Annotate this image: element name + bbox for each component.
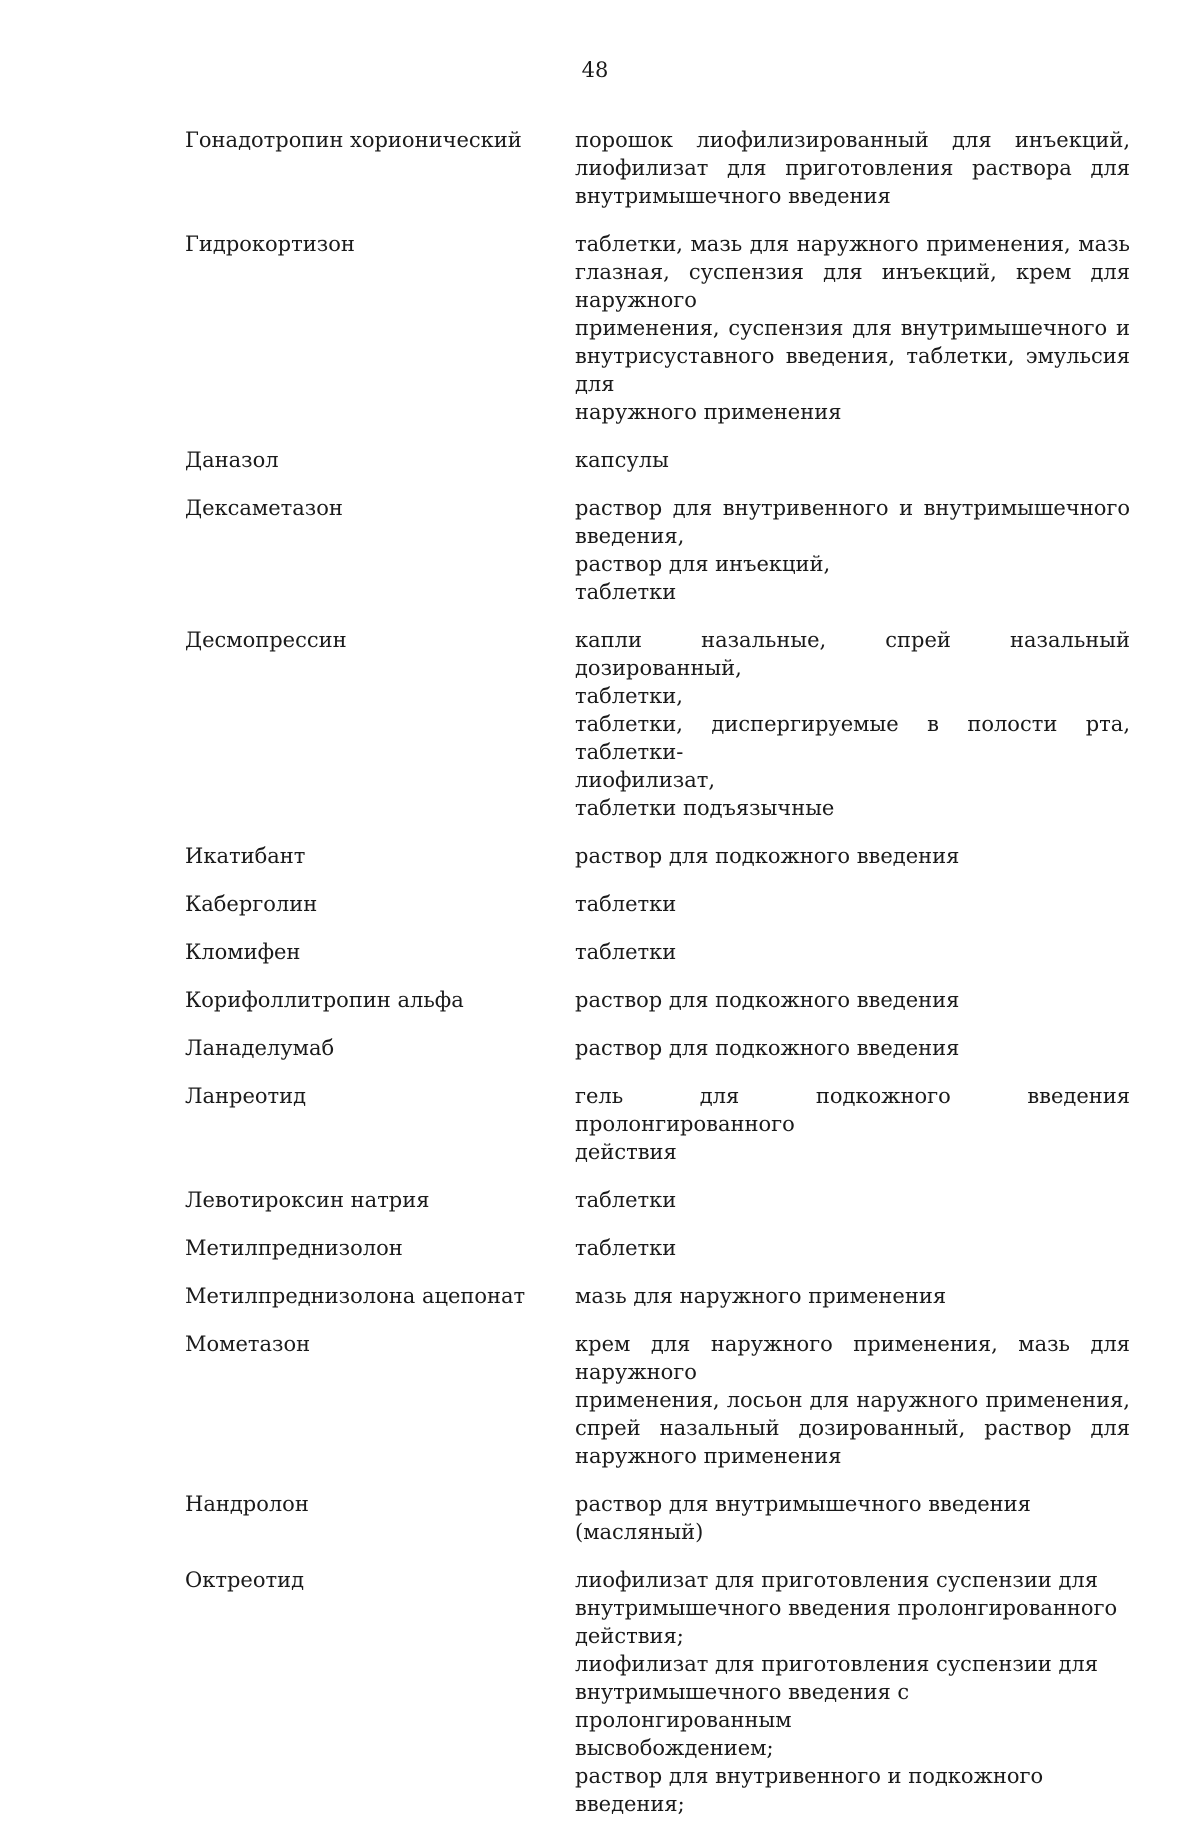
- drug-name: Ланреотид: [185, 1084, 307, 1108]
- dosage-form-line: применения, лосьон для наружного применения,: [575, 1388, 1130, 1412]
- drug-dosage-forms: [575, 494, 1130, 606]
- dosage-form-line: спрей назальный дозированный, раствор для: [575, 1416, 1130, 1440]
- drug-name: Октреотид: [185, 1568, 305, 1592]
- drug-dosage-forms: [575, 1034, 1130, 1062]
- dosage-form-line: таблетки: [575, 892, 677, 916]
- dosage-form-line: таблетки: [575, 580, 677, 604]
- drug-dosage-forms: [575, 890, 1130, 918]
- drug-name: Левотироксин натрия: [185, 1188, 430, 1212]
- drug-row: [185, 1330, 1130, 1470]
- dosage-form-line: гель для подкожного введения пролонгированного: [575, 1084, 1130, 1136]
- drug-name: Каберголин: [185, 892, 318, 916]
- dosage-form-line: наружного применения: [575, 1444, 842, 1468]
- dosage-form-line: введения,: [575, 524, 685, 548]
- drug-dosage-forms: [575, 842, 1130, 870]
- dosage-form-line: таблетки,: [575, 684, 683, 708]
- dosage-form-line: раствор для подкожного введения: [575, 1036, 960, 1060]
- drug-name: Кломифен: [185, 940, 301, 964]
- dosage-form-line: таблетки подъязычные: [575, 796, 835, 820]
- drug-dosage-forms: [575, 1330, 1130, 1470]
- dosage-form-line: раствор для внутривенного и внутримышечного: [575, 496, 1130, 520]
- dosage-form-line: раствор для внутримышечного введения (масляный): [575, 1492, 1031, 1544]
- drug-name: Мометазон: [185, 1332, 311, 1356]
- dosage-form-line: таблетки: [575, 940, 677, 964]
- drug-dosage-forms: [575, 626, 1130, 822]
- drug-dosage-forms: [575, 126, 1130, 210]
- dosage-form-line: действия: [575, 1140, 677, 1164]
- drug-name: Десмопрессин: [185, 628, 347, 652]
- drug-row: [185, 890, 1130, 918]
- dosage-form-line: наружного применения: [575, 400, 842, 424]
- drug-row: [185, 126, 1130, 210]
- drug-name: Метилпреднизолона ацепонат: [185, 1284, 526, 1308]
- drug-row: [185, 1490, 1130, 1546]
- drug-row: [185, 230, 1130, 426]
- dosage-form-line: лиофилизат для приготовления суспензии для: [575, 1652, 1099, 1676]
- dosage-form-line: раствор для подкожного введения: [575, 844, 960, 868]
- drug-row: [185, 494, 1130, 606]
- drug-name: Дексаметазон: [185, 496, 343, 520]
- dosage-form-line: глазная, суспензия для инъекций, крем для наружного: [575, 260, 1130, 312]
- dosage-form-line: таблетки: [575, 1188, 677, 1212]
- drug-row: [185, 938, 1130, 966]
- dosage-form-line: таблетки, мазь для наружного применения, мазь: [575, 232, 1130, 256]
- drug-name: Нандролон: [185, 1492, 309, 1516]
- drug-name: Икатибант: [185, 844, 306, 868]
- drug-dosage-forms: [575, 938, 1130, 966]
- dosage-form-line: лиофилизат для приготовления суспензии для: [575, 1568, 1099, 1592]
- dosage-form-line: лиофилизат,: [575, 768, 716, 792]
- drug-row: [185, 842, 1130, 870]
- dosage-form-line: порошок лиофилизированный для инъекций,: [575, 128, 1130, 152]
- drug-name: Ланаделумаб: [185, 1036, 335, 1060]
- drug-dosage-forms: [575, 1566, 1130, 1818]
- dosage-form-line: раствор для инъекций,: [575, 552, 831, 576]
- dosage-form-line: мазь для наружного применения: [575, 1284, 947, 1308]
- dosage-form-line: внутримышечного введения пролонгированного: [575, 1596, 1118, 1620]
- dosage-form-line: капли назальные, спрей назальный дозированный,: [575, 628, 1130, 680]
- drug-row: [185, 1186, 1130, 1214]
- dosage-form-line: раствор для подкожного введения: [575, 988, 960, 1012]
- drug-dosage-forms: [575, 986, 1130, 1014]
- dosage-form-line: высвобождением;: [575, 1736, 774, 1760]
- drug-row: [185, 1234, 1130, 1262]
- dosage-form-line: крем для наружного применения, мазь для наружного: [575, 1332, 1130, 1384]
- drug-name: Метилпреднизолон: [185, 1236, 403, 1260]
- dosage-form-line: таблетки, диспергируемые в полости рта, таблетки-: [575, 712, 1130, 764]
- drug-row: [185, 1082, 1130, 1166]
- drug-name: Корифоллитропин альфа: [185, 988, 464, 1012]
- drug-dosage-forms: [575, 446, 1130, 474]
- drug-row: [185, 1282, 1130, 1310]
- dosage-form-line: внутрисуставного введения, таблетки, эмульсия для: [575, 344, 1130, 396]
- drug-dosage-forms: [575, 1490, 1130, 1546]
- drug-name: Гидрокортизон: [185, 232, 355, 256]
- dosage-form-line: раствор для внутривенного и подкожного введения;: [575, 1764, 1044, 1816]
- drug-row: [185, 1034, 1130, 1062]
- dosage-form-line: капсулы: [575, 448, 669, 472]
- drug-list: [185, 126, 1130, 1838]
- drug-row: [185, 986, 1130, 1014]
- drug-name: Гонадотропин хорионический: [185, 128, 522, 152]
- drug-dosage-forms: [575, 230, 1130, 426]
- dosage-form-line: внутримышечного введения: [575, 184, 891, 208]
- dosage-form-line: таблетки: [575, 1236, 677, 1260]
- drug-dosage-forms: [575, 1234, 1130, 1262]
- drug-dosage-forms: [575, 1282, 1130, 1310]
- page-number: 48: [581, 58, 609, 82]
- dosage-form-line: внутримышечного введения с пролонгированным: [575, 1680, 910, 1732]
- dosage-form-line: действия;: [575, 1624, 684, 1648]
- dosage-form-line: применения, суспензия для внутримышечного и: [575, 316, 1130, 340]
- drug-dosage-forms: [575, 1082, 1130, 1166]
- drug-row: [185, 626, 1130, 822]
- drug-row: [185, 446, 1130, 474]
- drug-row: [185, 1566, 1130, 1818]
- dosage-form-line: лиофилизат для приготовления раствора для: [575, 156, 1130, 180]
- drug-name: Даназол: [185, 448, 279, 472]
- drug-dosage-forms: [575, 1186, 1130, 1214]
